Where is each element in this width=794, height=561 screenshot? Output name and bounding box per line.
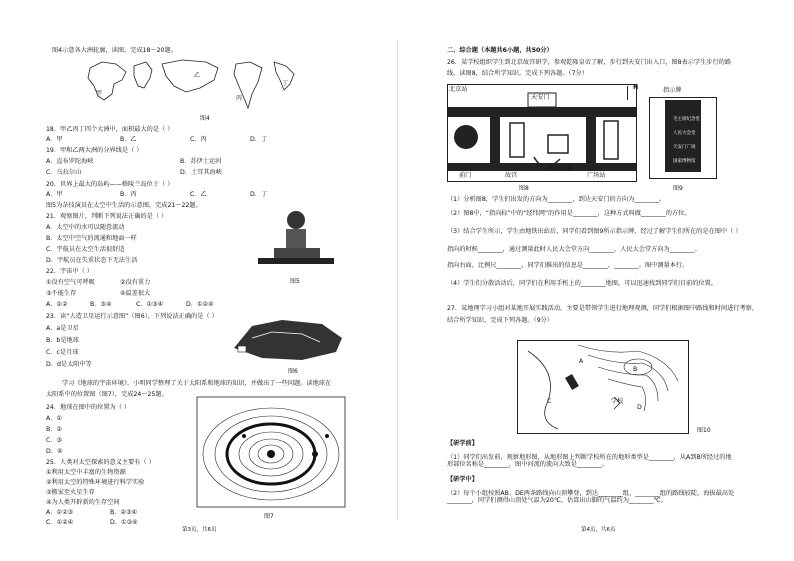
q22-opt-b: B．③④ <box>90 301 112 308</box>
map-bottom-label-1: 前门 <box>459 172 472 179</box>
map10-label-a: A <box>579 358 584 365</box>
q27-text-b: 结合所学知识，完成下列各题。（9分） <box>447 317 554 324</box>
q20-opt-c: C．乙 <box>190 191 207 198</box>
q26-part3-c: 指向右面，比例尺________，同学们推出的信息是________，________。图中测量本行。 <box>447 262 689 269</box>
intro-18-20: 图4示意各大洲轮廓，读图，完成18～20题。 <box>52 47 177 54</box>
map10-label-school: 学校 <box>611 398 624 405</box>
map-label-2: 乙 <box>194 72 201 79</box>
q27-part1: （1）同学们出发前，观察地形图，从地形图上判断学校所在的地形类型是________，从A到B所经过的地形部位名称是________，图中河流的流向大致是________。 <box>447 454 732 468</box>
q20-opt-d: D．丁 <box>250 191 268 198</box>
q20-opt-a: A．甲 <box>46 191 63 198</box>
map-label-1: 甲 <box>96 90 103 97</box>
q25-item-3: ③搬家至火星生存 <box>46 489 95 496</box>
q22: 22．宇宙中（ ） <box>46 268 93 275</box>
map-label-3: 丙 <box>236 95 243 102</box>
q23-opt-c: C．c是月球 <box>46 349 79 356</box>
q19-opt-d: D．土耳其海峡 <box>180 169 222 176</box>
q18: 18．甲乙丙丁四个大洲中，面积最大的是（ ） <box>46 126 174 133</box>
q22-item-1: ①没有空气可呼吸 <box>46 279 95 286</box>
map10-label-d: D <box>637 404 642 411</box>
q26-part3-a: （3）结合学生所示，学生由地铁出站后，同学们看到图9所示指示牌，经过了解学生们所在的是在图中（ ） <box>447 228 742 235</box>
solar-system-diagram <box>196 396 346 508</box>
q18-opt-d: D．丁 <box>250 136 268 143</box>
sign-item-1: 毛主席纪念堂 <box>673 117 700 122</box>
q22-item-4: ④温差很大 <box>120 290 151 297</box>
q20: 20．世界上最大的岛屿——格陵兰岛位于（ ） <box>46 181 174 188</box>
q26-part4: （4）学生们分散活动后，同学们在利用手机上的________地图，可以迅速找到同学们目前的位置。 <box>447 280 717 287</box>
sign-item-2: 人民大会堂 <box>673 131 696 136</box>
q22-opt-a: A．①② <box>46 301 68 308</box>
q21-opt-a: A．太空中的水可以随意流动 <box>46 224 125 231</box>
q22-opt-d: D．①②④ <box>186 301 214 308</box>
intro-24-25-a: 学习《地球的宇宙环境》，小明同学整理了关于太阳系和地球的知识，并做出了一些问题。读地球在 <box>62 380 332 387</box>
astronaut-illustration <box>256 208 336 270</box>
q26-text-b: 线，读图8，结合所学知识，完成下列各题。（7分） <box>447 70 588 77</box>
q19-opt-b: B．苏伊士运河 <box>180 158 222 165</box>
tiananmen-label: 天安门 <box>531 94 550 101</box>
q26-text-a: 26．某学校组织学生到北京故宫研学，参观乾隆皇帝了解，步行到天安门出入口，图8表示学生步行的路 <box>447 59 732 66</box>
map-station-label: 北京站 <box>449 86 468 93</box>
q21-opt-c: C．宇航员在太空生活很舒适 <box>46 246 125 253</box>
q24-opt-a: A．① <box>46 415 62 422</box>
map-label-4: 丁 <box>282 80 289 87</box>
left-page-footer: 第3页，共6页 <box>182 527 217 533</box>
q21-opt-b: B．太空中空气的流通和地面一样 <box>46 235 137 242</box>
fig9-caption: 图9 <box>673 185 683 192</box>
q25: 25．人类对太空探索的意义主要有（ ） <box>46 459 155 466</box>
study-mid-heading: 【研学中】 <box>447 476 478 483</box>
q19-opt-a: A．直布罗陀海峡 <box>46 158 94 165</box>
q25-opt-b: B．②③④ <box>110 509 138 516</box>
q22-item-3: ③不能生存 <box>46 290 77 297</box>
contour-map <box>517 340 689 434</box>
intro-24-25-b: 太阳系中的位置图（图7），完成24～25题。 <box>46 391 168 398</box>
map-bottom-label-3: 前门大街 <box>547 165 572 172</box>
q22-item-2: ②没有重力 <box>120 279 151 286</box>
q23-opt-b: B．b是地球 <box>46 337 79 344</box>
q25-item-1: ①利用太空中丰富的生物资源 <box>46 469 126 476</box>
continents-map <box>86 58 301 118</box>
q24: 24．地球在图中的位置为（ ） <box>46 404 131 411</box>
map-bottom-label-4: 广场站 <box>587 172 606 179</box>
q25-item-2: ②利用太空的特殊环境进行科学实验 <box>46 479 145 486</box>
q26-part1: （1）分析图8，学生们出发的方向为________，到达天安门的方向为________。 <box>447 196 666 203</box>
q18-opt-c: C．丙 <box>190 136 207 143</box>
q24-opt-d: D．④ <box>46 448 63 455</box>
sign-item-3: 天安门广场 <box>673 145 696 150</box>
fig7-caption: 图7 <box>264 513 274 520</box>
q24-opt-c: C．③ <box>46 437 63 444</box>
sign-item-4: 国家博物馆 <box>673 159 696 164</box>
right-page-footer: 第4页，共6页 <box>581 527 616 533</box>
q24-opt-b: B．② <box>46 426 62 433</box>
map10-label-b: B <box>633 366 638 373</box>
q26-part3-b: 指向的时候________，通过测量此时人民大会堂方向________，人民大会堂方向为________。 <box>447 246 701 253</box>
q27-part2: （2）每个小组按照AB、DE两条路线向山顶攀登，到达________组，________组的路线较陡，海拔最高处________，同学们测得山顶处气温为20℃，估算出山脚的气温约为________℃。 <box>447 490 735 504</box>
sign-title: 指示牌 <box>663 87 682 94</box>
fig10-caption: 图10 <box>697 427 711 434</box>
fig8-caption: 图8 <box>519 185 529 192</box>
q21: 21．观察图片，判断下列说法正确的是（ ） <box>46 213 168 220</box>
q23-opt-d: D．d是太阳中等 <box>46 361 92 368</box>
q26-part2: （2）图8中，“指向标”中的“经纬网”的作用是________，这种方式叫做________的方位。 <box>447 210 691 217</box>
q25-opt-d: D．①③④ <box>110 519 138 526</box>
q27-text-a: 27．某地理学习小组对某地开展实践活动，主要是带领学生进行地理观测，同学们根据图中路线和时间进行考察， <box>447 305 759 312</box>
fig4-caption: 图4 <box>200 115 210 122</box>
study-before-heading: 【研学前】 <box>447 440 478 447</box>
q18-opt-a: A．甲 <box>46 136 63 143</box>
q21-opt-d: D．宇航员在失重状态下无法生活 <box>46 257 138 264</box>
north-arrow-icon <box>627 86 628 100</box>
q22-opt-c: C．①③④ <box>136 301 164 308</box>
q19: 19．甲和乙两大洲的分界线是（ ） <box>46 147 143 154</box>
map10-label-c: C <box>547 398 552 405</box>
q23: 23．读“人造卫星运行示意图”（图6），下列说法正确的是（ ） <box>46 313 218 320</box>
q23-opt-a: A．a是卫星 <box>46 325 79 332</box>
q25-item-4: ④为人类开辟新的生存空间 <box>46 499 120 506</box>
satellite-orbit-figure <box>232 318 344 364</box>
north-arrow-label: N <box>633 84 639 91</box>
section-heading: 二、综合题（本题共6小题，共50分） <box>447 47 553 54</box>
q19-opt-c: C．乌拉尔山 <box>46 169 82 176</box>
intro-21-22: 图5为杂技演员在太空中生活的示意图，完成21～22题。 <box>46 202 202 209</box>
q25-opt-c: C．①②④ <box>46 519 74 526</box>
fig5-caption: 图5 <box>290 278 300 285</box>
q18-opt-b: B．乙 <box>120 136 137 143</box>
q20-opt-b: B．丙 <box>120 191 137 198</box>
right-page <box>397 0 794 561</box>
q25-opt-a: A．①②③ <box>46 509 74 516</box>
fig6-caption: 图6 <box>288 368 298 375</box>
map-bottom-label-2: 故宫 <box>505 172 518 179</box>
